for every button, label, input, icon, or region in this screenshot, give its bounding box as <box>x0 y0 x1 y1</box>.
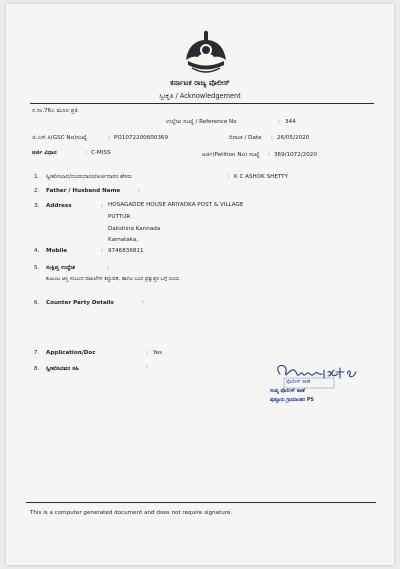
address-line: Karnataka, <box>108 237 139 243</box>
field-1-number: 1. <box>34 174 40 180</box>
header-divider <box>30 103 374 104</box>
footer-note: This is a computer generated document and does not require signature. <box>30 510 233 516</box>
stamp-line: ಪುತ್ತೂರು ಗ್ರಾಮಾಂತರ PS <box>270 397 315 403</box>
field-7-label: Application/Doc <box>46 350 96 356</box>
field-3-colon: : <box>101 203 103 209</box>
address-line: PUTTUR <box>108 214 131 220</box>
karnataka-police-emblem-icon <box>178 30 234 80</box>
field-3-label: Address <box>46 203 72 209</box>
field-1-value: K C ASHOK SHETTY <box>234 174 289 180</box>
petition-colon: : <box>268 152 270 158</box>
petition-type-value: C-MISS <box>91 150 111 156</box>
stamp-line: ಸಂಪ್ಯ ಪೊಲೀಸ್ ಠಾಣೆ <box>270 388 305 394</box>
footer-divider <box>26 502 376 503</box>
field-4-label: Mobile <box>46 248 68 254</box>
date-value: 26/05/2020 <box>277 135 310 141</box>
field-7-colon: : <box>146 350 148 356</box>
field-7-number: 7. <box>34 350 40 356</box>
date-label: ದಿನಾಂಕ / Date <box>229 135 262 141</box>
field-5-value: ಕುಟುಂಬ ಆಸ್ತಿ ಸಂಬಂಧ ದಾಖಲೆಗಳ ತಿದ್ದುಪಡಿ, ಹಾಗೂ ಬಂದ ಪ್ರತ್ಯುತ್ತರ ಬಗ್ಗೆ ದೂರು <box>46 276 180 282</box>
petition-value: 369/1072/2020 <box>274 152 317 158</box>
reference-label: ಉಲ್ಲೇಖ ಸಂಖ್ಯೆ / Reference No <box>166 119 237 125</box>
reference-colon: : <box>278 119 280 125</box>
field-8-number: 8. <box>34 366 40 372</box>
date-colon: : <box>271 135 273 141</box>
stamp-line: ಪೊಲೀಸ್ ಠಾಣೆ <box>286 379 311 385</box>
field-8-label: ಸ್ವೀಕರಿಸಿದವರ ಸಹಿ <box>46 366 79 372</box>
field-5-label: ಸಂಕ್ಷಿಪ್ತ ಉದ್ದೇಶ <box>46 265 76 271</box>
field-5-number: 5. <box>34 265 40 271</box>
field-2-number: 2. <box>34 188 40 194</box>
field-1-colon: : <box>228 174 230 180</box>
field-1-label: ಸ್ವೀಕರಿಸಲಾದ/ದೂರುದಾರರ/ಅರ್ಜಿದಾರರ ಹೆಸರು <box>46 174 132 180</box>
petition-label: ಅರ್ಜಿ(Petition No) ಸಂಖ್ಯೆ <box>202 152 260 158</box>
field-4-colon: : <box>101 248 103 254</box>
field-2-label: Father / Husband Name <box>46 188 121 194</box>
field-6-number: 6. <box>34 300 40 306</box>
field-6-label: Counter Party Details <box>46 300 114 306</box>
organisation-name: ಕರ್ನಾಟಕ ರಾಜ್ಯ ಪೊಲೀಸ್ <box>170 78 230 87</box>
field-6-colon: : <box>142 299 144 305</box>
gsc-value: PO1072200600369 <box>114 135 169 141</box>
field-7-value: Yes <box>153 350 163 356</box>
address-line: HOSAGADDE HOUSE ARIYADKA POST & VILLAGE <box>108 202 244 208</box>
gsc-colon: : <box>108 135 110 141</box>
field-5-colon: : <box>107 265 109 271</box>
gsc-label: ಜಿ.ಎಸ್.ಸಿ(GSC No)ಸಂಖ್ಯೆ <box>32 135 87 141</box>
field-4-value: 9746836811 <box>108 248 144 254</box>
petition-type-colon: : <box>85 150 87 156</box>
field-4-number: 4. <box>34 248 40 254</box>
address-line: Dakshina Kannada <box>108 226 161 232</box>
field-2-colon: : <box>138 188 140 194</box>
field-3-number: 3. <box>34 203 40 209</box>
field-8-colon: : <box>146 364 148 370</box>
form-number: ನ.ಸಂ.76ಎ ಮೂಲ ಪ್ರತಿ <box>32 108 78 114</box>
document-title: ಸ್ವೀಕೃತಿ / Acknowledgement <box>159 92 241 100</box>
acknowledgement-document <box>6 4 394 565</box>
petition-type-label: ಅರ್ಜಿ ವಿಧಾನ <box>32 150 57 156</box>
reference-value: 344 <box>285 119 296 125</box>
